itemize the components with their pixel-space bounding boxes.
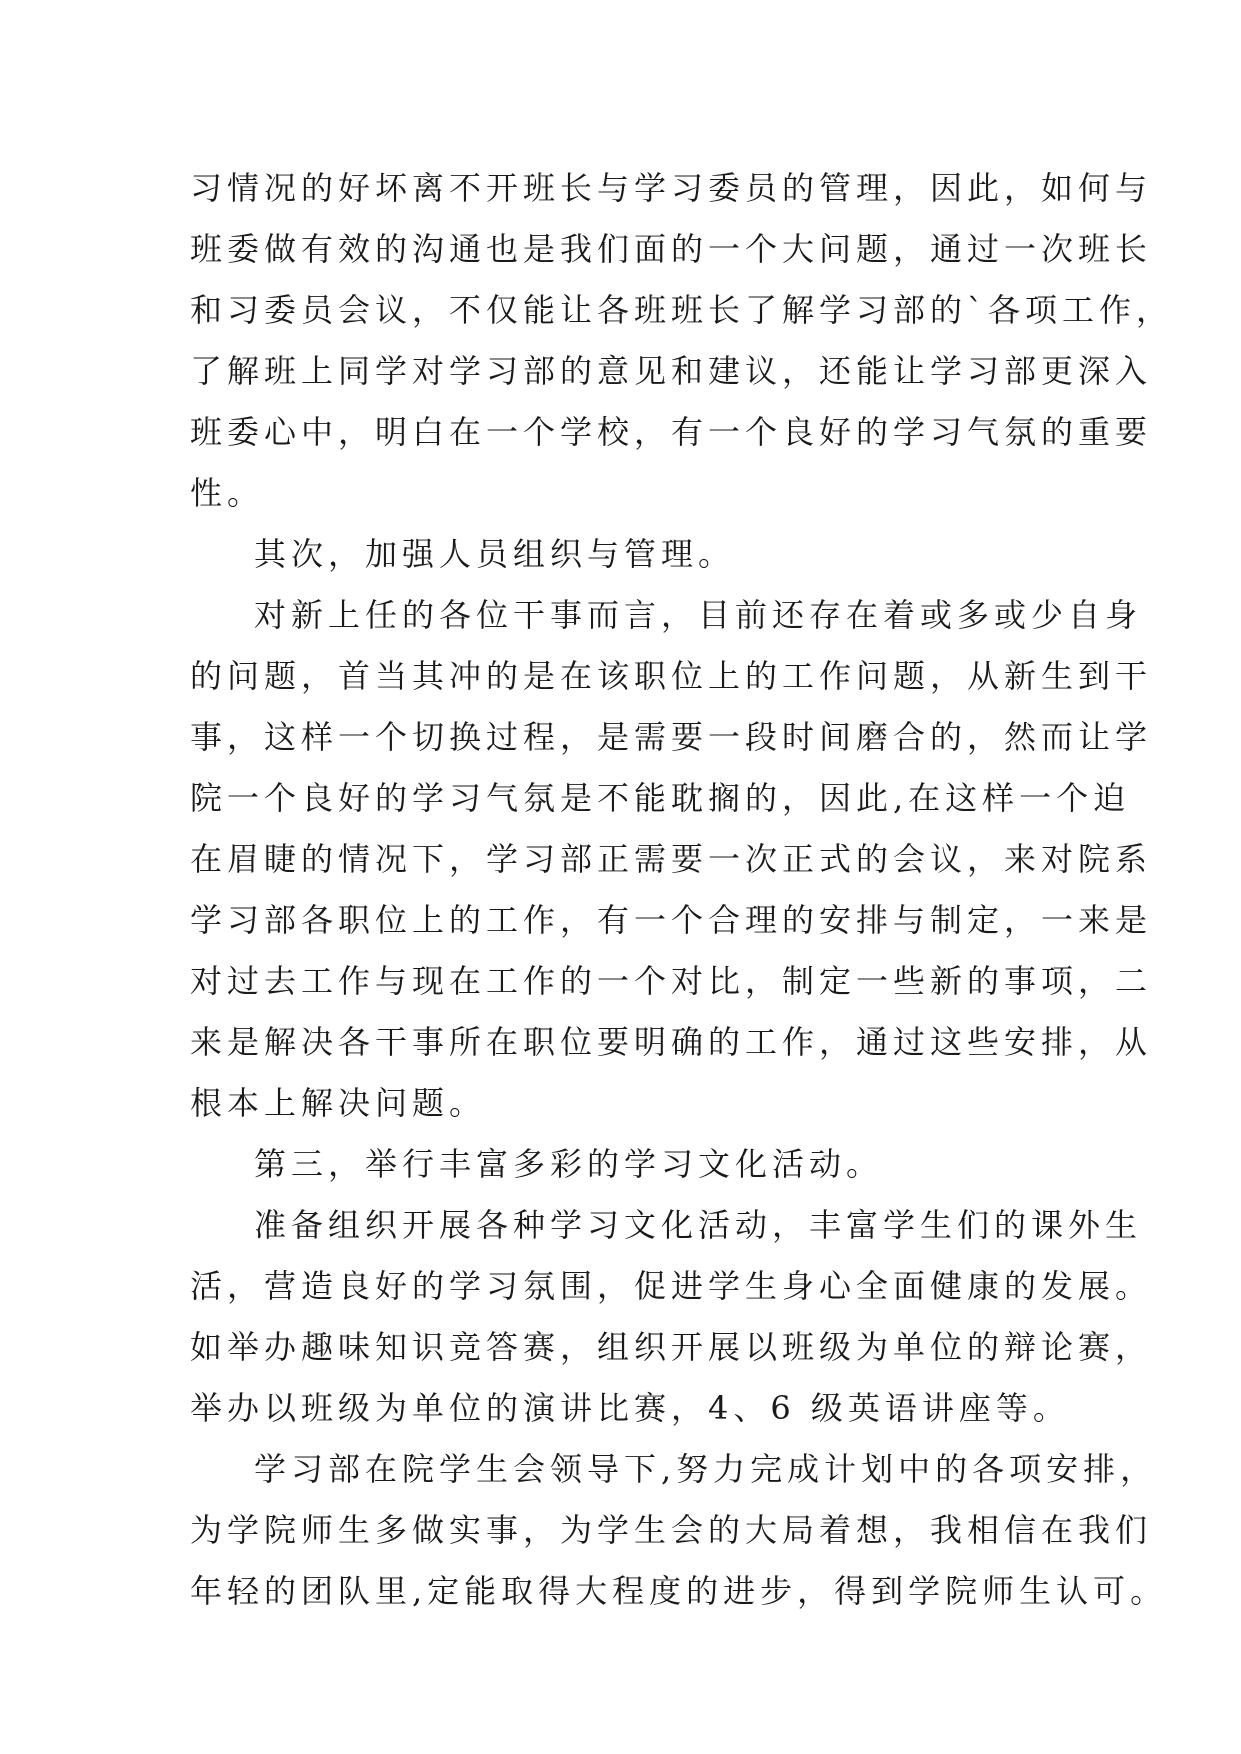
text-line: 和习委员会议，不仅能让各班班长了解学习部的`各项工作， [190, 291, 1174, 329]
text-line: 的问题，首当其冲的是在该职位上的工作问题，从新生到干 [190, 657, 1153, 695]
text-line: 为学院师生多做实事，为学生会的大局着想，我相信在我们 [190, 1511, 1153, 1549]
text-line: 院一个良好的学习气氛是不能耽搁的，因此,在这样一个迫 [190, 779, 1131, 817]
document-body [190, 158, 1174, 1622]
text-line: 性。 [190, 474, 265, 512]
text-line: 了解班上同学对学习部的意见和建议，还能让学习部更深入 [190, 352, 1153, 390]
text-line: 其次，加强人员组织与管理。 [254, 535, 736, 573]
text-line: 对过去工作与现在工作的一个对比，制定一些新的事项，二 [190, 962, 1153, 1000]
text-line: 事，这样一个切换过程，是需要一段时间磨合的，然而让学 [190, 718, 1153, 756]
text-line: 活，营造良好的学习氛围，促进学生身心全面健康的发展。 [190, 1267, 1153, 1305]
text-line: 在眉睫的情况下，学习部正需要一次正式的会议，来对院系 [190, 840, 1153, 878]
text-line: 学习部各职位上的工作，有一个合理的安排与制定，一来是 [190, 901, 1153, 939]
text-line: 来是解决各干事所在职位要明确的工作，通过这些安排，从 [190, 1023, 1153, 1061]
text-line: 如举办趣味知识竞答赛，组织开展以班级为单位的辩论赛， [190, 1328, 1153, 1366]
text-line: 学习部在院学生会领导下,努力完成计划中的各项安排， [254, 1450, 1158, 1488]
text-line: 班委心中，明白在一个学校，有一个良好的学习气氛的重要 [190, 413, 1153, 451]
text-line: 年轻的团队里,定能取得大程度的进步，得到学院师生认可。 [190, 1572, 1168, 1610]
text-line: 准备组织开展各种学习文化活动，丰富学生们的课外生 [254, 1206, 1143, 1244]
text-line: 第三，举行丰富多彩的学习文化活动。 [254, 1145, 884, 1183]
text-line: 班委做有效的沟通也是我们面的一个大问题，通过一次班长 [190, 230, 1153, 268]
text-line: 习情况的好坏离不开班长与学习委员的管理，因此，如何与 [190, 169, 1153, 207]
text-line: 根本上解决问题。 [190, 1084, 487, 1122]
text-line: 举办以班级为单位的演讲比赛，4、6 级英语讲座等。 [190, 1389, 1070, 1427]
text-line: 对新上任的各位干事而言，目前还存在着或多或少自身 [254, 596, 1143, 634]
